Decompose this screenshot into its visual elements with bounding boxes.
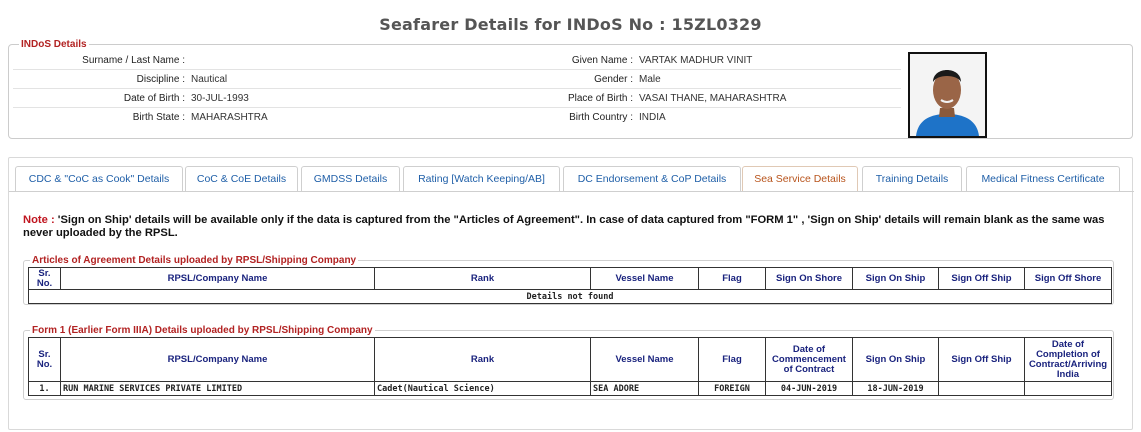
info-row-surname [13,51,901,70]
surname-label: Surname / Last Name : [82,55,185,66]
tab-training-details[interactable]: Training Details [862,166,962,191]
articles-header-row [29,268,1112,290]
tab-medical-fitness-certificate[interactable]: Medical Fitness Certificate [966,166,1120,191]
tab-cdc-details[interactable]: CDC & "CoC as Cook" Details [15,166,183,191]
indos-details-legend: INDoS Details [21,39,87,50]
info-row-dob [13,89,901,108]
col-vessel-name: Vessel Name [591,338,699,382]
discipline-label: Discipline : [136,74,185,85]
indos-details-panel [8,39,1133,139]
details-not-found-message: Details not found [29,290,1112,304]
col-date-of-completion: Date of Completion of Contract/Arriving India [1025,338,1112,382]
cell-sign-on-ship: 18-JUN-2019 [853,382,939,396]
cell-sign-off-ship [939,382,1025,396]
col-sign-on-ship: Sign On Ship [853,338,939,382]
tab-gmdss-details[interactable]: GMDSS Details [301,166,400,191]
note-text: 'Sign on Ship' details will be available only if the data is captured from the "Articles of Agreement". In case of data captured from "FORM 1" , 'Sign on Ship' details will remain blank as the same was never uploaded by the RPSL. [23,214,1105,239]
info-row-birth-state [13,108,901,127]
col-rank: Rank [375,338,591,382]
given-name-label: Given Name : [571,55,633,66]
form1-section-legend: Form 1 (Earlier Form IIIA) Details uploaded by RPSL/Shipping Company [32,325,373,336]
form1-section [23,325,1114,400]
col-vessel-name: Vessel Name [591,268,699,290]
col-flag: Flag [699,338,766,382]
dob-label: Date of Birth : [123,93,185,104]
note-label: Note : [23,214,55,226]
cell-flag: FOREIGN [699,382,766,396]
tab-coc-coe-details[interactable]: CoC & CoE Details [185,166,298,191]
form1-table [28,337,1112,396]
col-sign-off-ship: Sign Off Ship [939,338,1025,382]
cell-vessel-name: SEA ADORE [591,382,699,396]
gender-label: Gender : [594,74,633,85]
col-sign-on-shore: Sign On Shore [766,268,853,290]
seafarer-photo [908,52,987,138]
tab-sea-service-details[interactable]: Sea Service Details [742,166,858,191]
cell-date-of-completion [1025,382,1112,396]
col-company-name: RPSL/Company Name [61,268,375,290]
gender-value: Male [639,74,661,85]
cell-sr-no: 1. [29,382,61,396]
place-of-birth-label: Place of Birth : [567,93,633,104]
form1-header-row [29,338,1112,382]
place-of-birth-value: VASAI THANE, MAHARASHTRA [639,93,787,104]
col-sr-no: Sr. No. [29,338,61,382]
col-flag: Flag [699,268,766,290]
col-sr-no: Sr. No. [29,268,61,290]
tab-rating-watch-keeping[interactable]: Rating [Watch Keeping/AB] [403,166,560,191]
tab-divider [9,191,1134,192]
info-row-discipline [13,70,901,89]
articles-of-agreement-section [23,255,1114,305]
col-sign-off-shore: Sign Off Shore [1025,268,1112,290]
tab-dc-endorsement-cop[interactable]: DC Endorsement & CoP Details [563,166,741,191]
cell-company-name: RUN MARINE SERVICES PRIVATE LIMITED [61,382,375,396]
dob-value: 30-JUL-1993 [191,93,249,104]
birth-country-label: Birth Country : [569,112,633,123]
col-company-name: RPSL/Company Name [61,338,375,382]
col-sign-off-ship: Sign Off Ship [939,268,1025,290]
col-sign-on-ship: Sign On Ship [853,268,939,290]
birth-state-label: Birth State : [132,112,185,123]
page-title: Seafarer Details for INDoS No : 15ZL0329 [379,15,762,34]
articles-table [28,267,1112,304]
discipline-value: Nautical [191,74,228,85]
cell-rank: Cadet(Nautical Science) [375,382,591,396]
person-photo-icon [910,54,985,136]
birth-state-value: MAHARASHTRA [191,112,268,123]
birth-country-value: INDIA [639,112,666,123]
details-tabs-panel [8,157,1133,430]
given-name-value: VARTAK MADHUR VINIT [639,55,753,66]
col-rank: Rank [375,268,591,290]
articles-section-legend: Articles of Agreement Details uploaded by RPSL/Shipping Company [32,255,357,266]
cell-date-of-commencement: 04-JUN-2019 [766,382,853,396]
table-row [29,290,1112,304]
table-row [29,382,1112,396]
sign-on-ship-note [23,214,1118,240]
col-date-of-commencement: Date of Commencement of Contract [766,338,853,382]
